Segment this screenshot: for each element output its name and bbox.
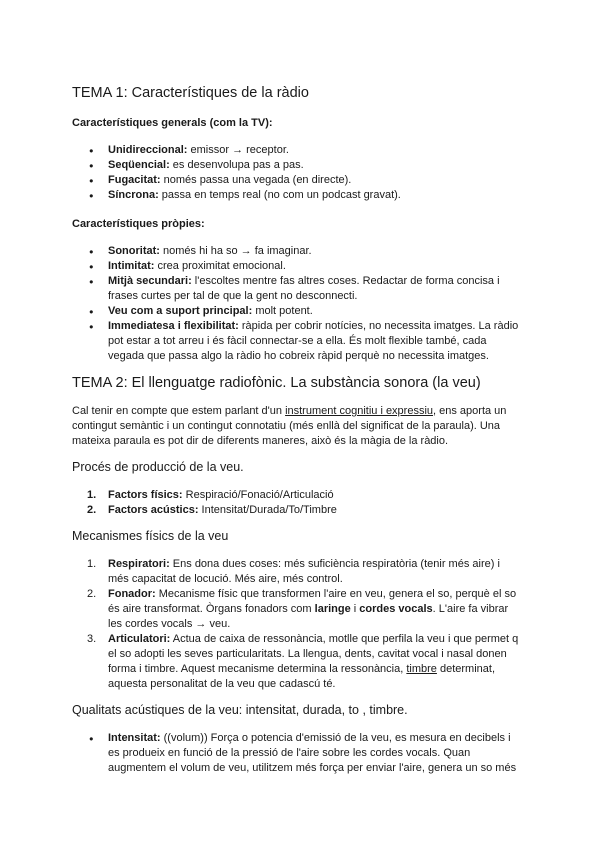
general-characteristics-list	[72, 143, 520, 203]
mecanismes-heading: Mecanismes físics de la veu	[72, 529, 229, 543]
proces-heading: Procés de producció de la veu.	[72, 460, 244, 474]
tema2-title: TEMA 2: El llenguatge radiofònic. La substància sonora (la veu)	[72, 375, 481, 391]
tema1-title: TEMA 1: Característiques de la ràdio	[72, 85, 309, 101]
list-item: 1. Respiratori: Ens dona dues coses: més suficiència respiratòria (tenir més aire) i més capacitat de locució. Més aire, més control.	[87, 558, 500, 585]
list-item: ● Sonoritat: només hi ha so → fa imaginar.	[72, 244, 520, 259]
list-item: ● Síncrona: passa en temps real (no com un podcast gravat).	[72, 188, 520, 203]
list-item: ● Unidireccional: emissor → receptor.	[72, 143, 520, 158]
list-item: ● Intimitat: crea proximitat emocional.	[72, 259, 520, 274]
own-characteristics-heading: Característiques pròpies:	[72, 218, 205, 230]
list-item: ● Intensitat: ((volum)) Força o potencia d'emissió de la veu, es mesura en decibels i es produeix en funció de la pressió de l'aire sobre les cordes vocals. Quan augmentem el volum de veu, utilitzem més força per enviar l'aire, genera un so més	[72, 731, 520, 776]
list-item: ● Veu com a suport principal: molt potent.	[72, 304, 520, 319]
general-characteristics-heading: Característiques generals (com la TV):	[72, 117, 273, 129]
list-item: 2. Fonador: Mecanisme físic que transformen l'aire en veu, genera el so, perquè el so és aire transformat. Òrgans fonadors com laringe i cordes vocals. L'aire fa vibrar les cordes vocals → veu.	[87, 588, 517, 630]
list-item: 3. Articulatori: Actua de caixa de ressonància, motlle que perfila la veu i que permet q el so adopti les seves particularitats. La llengua, dents, cavitat vocal i nasal donen forma i timbre. Aquest mecanisme determina la ressonància, timbre determinat, aquesta personalitat de la veu que cadascú té.	[87, 633, 519, 690]
list-item: ● Mitjà secundari: l'escoltes mentre fas altres coses. Redactar de forma concisa i frases curtes per tal de que la gent no desconnecti.	[72, 274, 520, 304]
underlined-term: instrument cognitiu i expressiu	[285, 405, 434, 417]
list-item: 2. Factors acústics: Intensitat/Durada/To/Timbre	[87, 504, 337, 516]
qualitats-heading: Qualitats acústiques de la veu: intensitat, durada, to , timbre.	[72, 703, 408, 717]
mecanismes-list	[72, 557, 520, 692]
list-item: 1. Factors físics: Respiració/Fonació/Articulació	[87, 489, 334, 501]
intro-paragraph: Cal tenir en compte que estem parlant d'un instrument cognitiu i expressiu, ens aporta un contingut semàntic i un contingut connotatiu (més enllà del significat de la paraula). Una mateixa paraula es pot dir de diferents maneres, això és la màgia de la ràdio.	[72, 405, 507, 447]
qualitats-list	[72, 731, 520, 776]
own-characteristics-list	[72, 244, 520, 364]
proces-list	[72, 488, 520, 518]
list-item: ● Immediatesa i flexibilitat: ràpida per cobrir notícies, no necessita imatges. La ràdio pot estar a tot arreu i és fàcil connectar-se a ella. És molt flexible també, cada vegada que passa algo la ràdio ho cobreix ràpid perquè no necessita imatges.	[72, 319, 520, 364]
list-item: ● Fugacitat: només passa una vegada (en directe).	[72, 173, 520, 188]
document-page	[72, 84, 520, 776]
list-item: ● Seqüencial: es desenvolupa pas a pas.	[72, 158, 520, 173]
